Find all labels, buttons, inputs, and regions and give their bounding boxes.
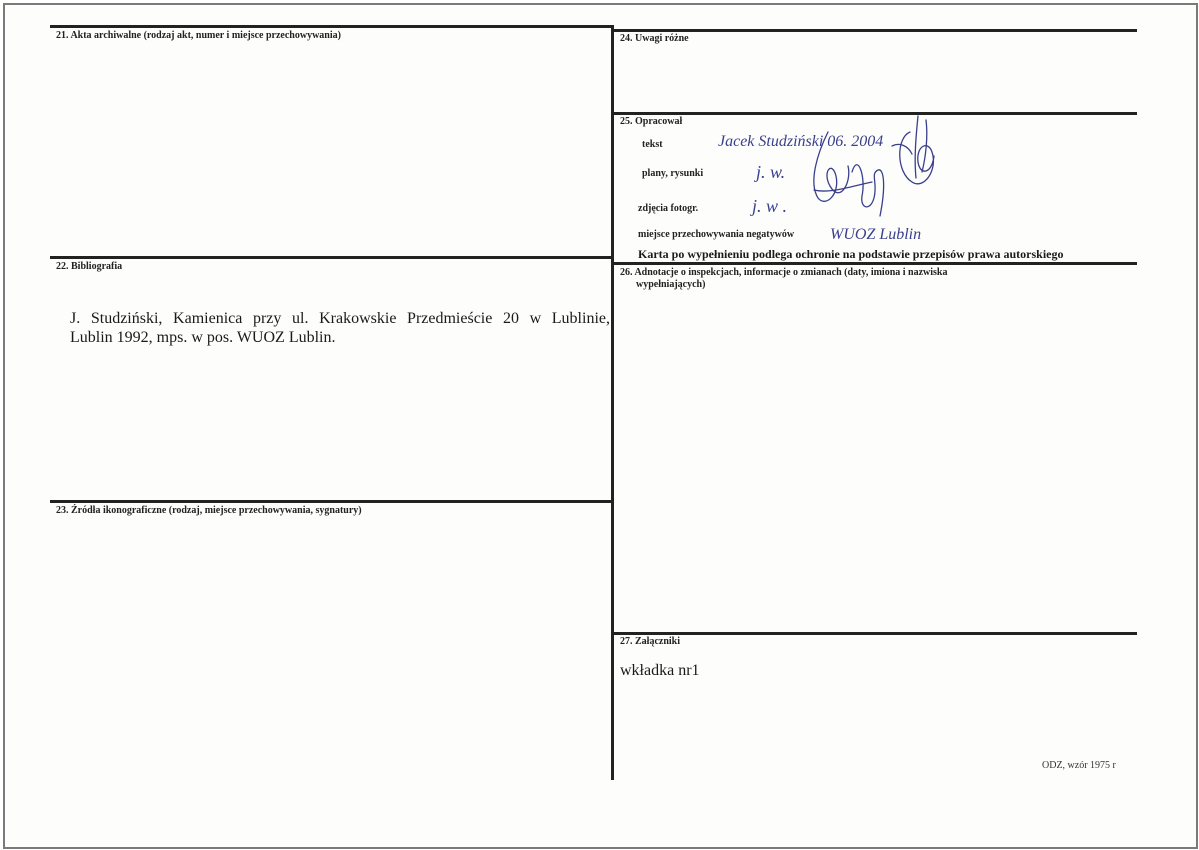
- section-24-label: 24. Uwagi różne: [620, 33, 689, 44]
- row-value-plans: j. w.: [756, 162, 786, 182]
- section-23-label: 23. Źródła ikonograficzne (rodzaj, miejsce przechowywania, sygnatury): [56, 505, 362, 516]
- row-value-photos: j. w .: [752, 196, 788, 216]
- section-26-label: 26. Adnotacje o inspekcjach, informacje o zmianach (daty, imiona i nazwiska: [620, 267, 948, 278]
- attachment-value: wkładka nr1: [620, 662, 700, 679]
- signature-scribble: [800, 112, 950, 224]
- rule-23-top: [50, 500, 614, 503]
- section-21-label: 21. Akta archiwalne (rodzaj akt, numer i miejsce przechowywania): [56, 30, 341, 41]
- section-22-label: 22. Bibliografia: [56, 261, 123, 272]
- bibliography-line-2: Lublin 1992, mps. w pos. WUOZ Lublin.: [70, 329, 336, 346]
- row-value-text: Jacek Studziński 06. 2004: [718, 133, 884, 150]
- rule-27-top: [614, 632, 1137, 635]
- row-label-text: tekst: [642, 139, 663, 150]
- top-rule-left: [50, 25, 614, 28]
- row-label-negatives: miejsce przechowywania negatywów: [638, 229, 795, 240]
- row-value-negatives: WUOZ Lublin: [830, 226, 922, 243]
- section-25-label: 25. Opracował: [620, 116, 683, 127]
- copyright-notice: Karta po wypełnieniu podlega ochronie na podstawie przepisów prawa autorskiego: [638, 247, 1064, 261]
- bibliography-line-1: J. Studziński, Kamienica przy ul. Krakowskie Przedmieście 20 w Lublinie,: [70, 310, 610, 327]
- section-27-label: 27. Załączniki: [620, 636, 681, 647]
- top-rule-right: [614, 29, 1137, 32]
- bibliography-entry: [70, 309, 610, 347]
- record-card: [3, 3, 1198, 849]
- center-divider: [611, 25, 614, 780]
- row-label-photos: zdjęcia fotogr.: [638, 203, 699, 214]
- rule-22-top: [50, 256, 614, 259]
- row-label-plans: plany, rysunki: [642, 168, 704, 179]
- section-26-label-cont: wypełniających): [636, 279, 706, 290]
- form-identifier: ODZ, wzór 1975 r: [1042, 760, 1116, 771]
- rule-26-top: [614, 262, 1137, 265]
